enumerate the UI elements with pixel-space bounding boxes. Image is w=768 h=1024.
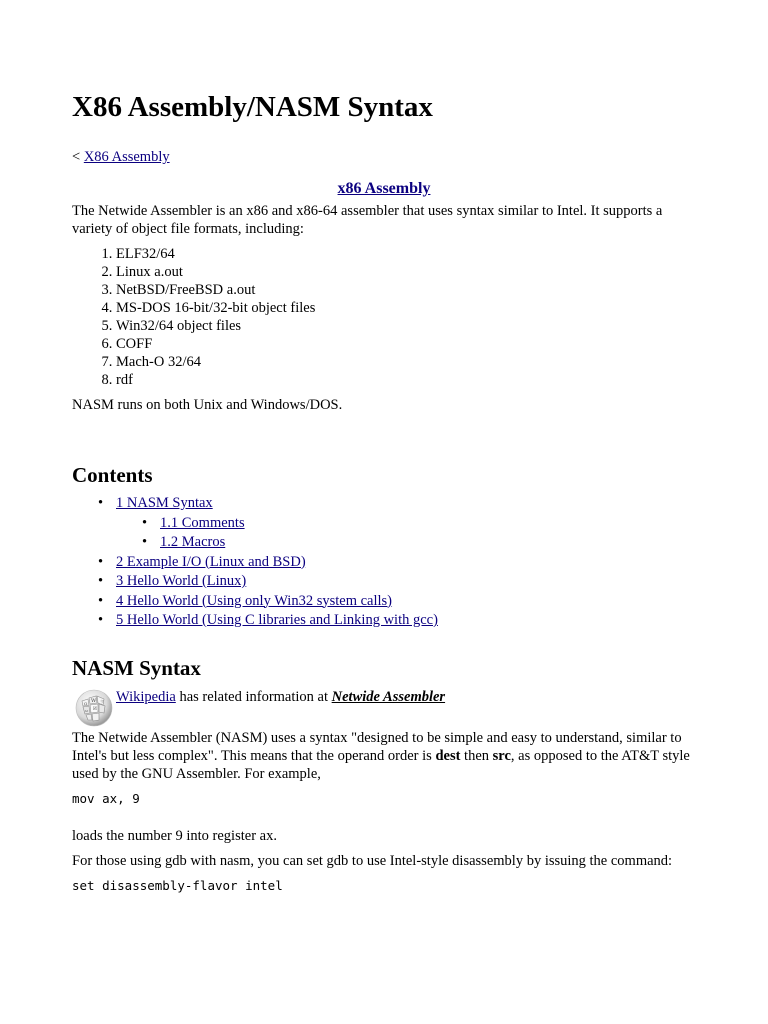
toc-sublist [116,514,696,553]
code-example-mov: mov ax, 9 [72,790,140,806]
wikipedia-note-text [116,687,445,706]
breadcrumb-prefix: < [72,149,81,165]
breadcrumb-link[interactable]: X86 Assembly [83,149,170,165]
contents-heading: Contents [72,463,153,487]
syntax-paragraph [72,729,696,783]
page-title: X86 Assembly/NASM Syntax [72,91,433,123]
toc-link-hello-world-linux[interactable]: 3 Hello World (Linux) [116,573,247,589]
syntax-src: src [492,747,511,764]
toc-item [160,514,696,534]
toc-item [160,533,696,553]
list-item: 4. MS-DOS 16-bit/32-bit object files [116,299,696,317]
svg-text:И: И [93,706,97,712]
loads-paragraph: loads the number 9 into register ax. [72,827,277,844]
list-item: 5. Win32/64 object files [116,317,696,335]
list-item: 8. rdf [116,371,696,389]
runs-on-paragraph: NASM runs on both Unix and Windows/DOS. [72,397,343,413]
svg-text:Ω: Ω [84,700,88,706]
wikipedia-globe-icon [74,687,114,727]
code-example-gdb: set disassembly-flavor intel [72,877,283,893]
toc-item [116,611,696,631]
toc-link-nasm-syntax[interactable]: 1 NASM Syntax [116,495,213,511]
formats-list [72,245,696,389]
toc-item [116,572,696,592]
book-link-container [72,179,696,199]
toc-item [116,592,696,612]
wikipedia-note [72,687,696,727]
gdb-paragraph: For those using gdb with nasm, you can set gdb to use Intel-style disassembly by issuing the command: [72,852,673,869]
section-heading-nasm-syntax: NASM Syntax [72,655,201,680]
intro-paragraph: The Netwide Assembler is an x86 and x86-64 assembler that uses syntax similar to Intel. It supports a variety of object file formats, including: [72,203,663,237]
book-link[interactable]: x86 Assembly [337,180,431,197]
toc-item [116,553,696,573]
toc-link-hello-world-win32[interactable]: 4 Hello World (Using only Win32 system calls) [116,592,393,609]
list-item: 1. ELF32/64 [116,245,696,263]
table-of-contents [72,494,696,631]
syntax-dest: dest [435,747,461,764]
wikipedia-article-link[interactable]: Netwide Assembler [331,688,446,705]
toc-link-comments[interactable]: 1.1 Comments [160,514,245,531]
list-item: 7. Mach-O 32/64 [116,353,696,371]
toc-item [116,494,696,553]
list-item: 3. NetBSD/FreeBSD a.out [116,281,696,299]
toc-link-hello-world-gcc[interactable]: 5 Hello World (Using C libraries and Linking with gcc) [116,612,438,628]
svg-text:W: W [91,697,97,704]
list-item: 2. Linux a.out [116,263,696,281]
syntax-paragraph-start: The Netwide Assembler (NASM) uses a syntax "designed to be simple and easy to understand, similar to Intel's but less complex". This means that the operand order is [72,729,682,764]
breadcrumb [72,148,696,166]
svg-text:ウ: ウ [100,698,104,704]
wikipedia-link[interactable]: Wikipedia [116,688,176,705]
toc-link-example-io[interactable]: 2 Example I/O (Linux and BSD) [116,553,306,570]
syntax-paragraph-end: , as opposed to the AT&T style used by the GNU Assembler. For example, [72,747,690,782]
list-item: 6. COFF [116,335,696,353]
svg-text:ω: ω [85,707,89,713]
wikipedia-note-middle: has related information at [175,688,332,705]
syntax-then: then [460,747,493,764]
toc-link-macros[interactable]: 1.2 Macros [160,534,226,550]
